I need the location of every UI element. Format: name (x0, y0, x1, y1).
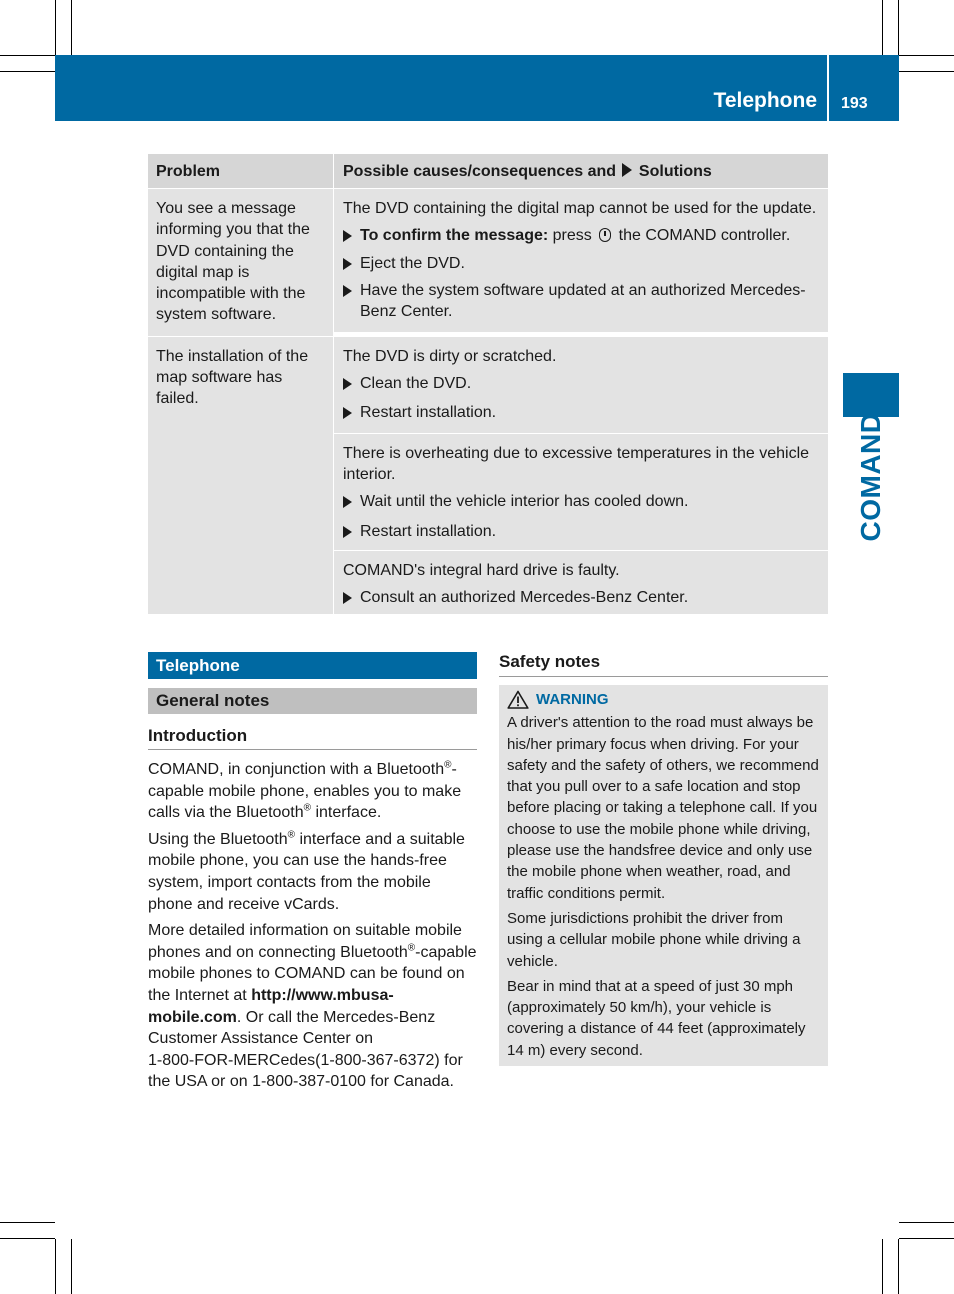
text: interface and a suitable mobile phone, you can use the hands-free system, import contacts from the mobile phone and receive vCards. (148, 830, 465, 913)
warning-triangle-icon (507, 690, 529, 709)
solution-step (343, 253, 822, 274)
header-causes-text: Possible causes/consequences and (343, 163, 617, 180)
triangle-icon (343, 258, 352, 270)
triangle-icon (622, 163, 632, 177)
side-tab-marker (843, 373, 899, 417)
solution-step (343, 491, 822, 512)
header-divider (827, 55, 829, 121)
triangle-icon (343, 378, 352, 390)
table-row (148, 188, 828, 336)
step-text: Have the system software updated at an authorized Mercedes-Benz Center. (360, 281, 806, 321)
cause-block (334, 433, 828, 550)
table-header (148, 154, 828, 188)
triangle-icon (343, 407, 352, 419)
controller-press-icon (599, 228, 611, 242)
triangle-icon (343, 230, 352, 242)
intro-paragraph (148, 829, 477, 915)
step-text: Clean the DVD. (360, 375, 472, 393)
text: -capable mobile phone, enables you to make calls via the Bluetooth (148, 761, 462, 822)
troubleshooting-table (148, 154, 828, 614)
header-section-title: Telephone (713, 89, 817, 112)
header-causes (333, 154, 828, 188)
warning-paragraph: Some jurisdictions prohibit the driver from using a cellular mobile phone while driving a vehicle. (507, 909, 801, 970)
causes-cell (333, 337, 828, 614)
cause-text: The DVD containing the digital map cannot be used for the update. (343, 200, 817, 217)
safety-notes-heading: Safety notes (499, 652, 828, 677)
solution-step (343, 280, 822, 323)
triangle-icon (343, 285, 352, 297)
registered-mark: ® (407, 942, 416, 954)
text: . Or call the Mercedes-Benz Customer Assistance Center on (148, 1008, 436, 1048)
page-number: 193 (841, 95, 868, 112)
registered-mark: ® (287, 829, 296, 841)
registered-mark: ® (444, 759, 452, 771)
step-text: Restart installation. (360, 522, 497, 540)
causes-cell (333, 189, 828, 336)
text: -capable mobile phones to COMAND can be found on the Internet at (148, 943, 477, 1004)
cause-text: There is overheating due to excessive temperatures in the vehicle interior. (343, 444, 810, 484)
header-solutions-text: Solutions (638, 163, 712, 180)
cause-text: The DVD is dirty or scratched. (343, 347, 557, 365)
introduction-body (148, 759, 477, 1098)
cause-block (334, 189, 828, 332)
side-tab-label: COMAND (855, 412, 886, 542)
introduction-heading: Introduction (148, 726, 477, 750)
step-text: Consult an authorized Mercedes-Benz Center. (360, 589, 689, 607)
solution-step (343, 587, 822, 608)
step-text: press (552, 227, 592, 245)
problem-cell: The installation of the map software has failed. (148, 337, 333, 614)
warning-header (507, 689, 821, 710)
website-link[interactable]: http://www.mbusa-mobile.com (148, 986, 394, 1026)
triangle-icon (343, 496, 352, 508)
triangle-icon (343, 592, 352, 604)
step-text: Restart installation. (360, 404, 497, 422)
step-text: Eject the DVD. (360, 254, 465, 272)
solution-step (343, 225, 822, 246)
cause-block (334, 550, 828, 614)
step-text: the COMAND controller. (618, 227, 791, 245)
text: Using the Bluetooth (148, 830, 288, 848)
text: interface. (311, 804, 382, 822)
text: 1-800-FOR-MERCedes(1-800-367-6372) for the USA or on 1-800-387-0100 for Canada. (148, 1051, 463, 1091)
section-bar-telephone: Telephone (148, 652, 477, 679)
warning-label: WARNING (536, 691, 609, 708)
step-bold: To confirm the message: (360, 227, 549, 245)
page-header (55, 55, 899, 121)
header-problem: Problem (156, 163, 221, 180)
cause-block (334, 337, 828, 433)
triangle-icon (343, 526, 352, 538)
table-row (148, 336, 828, 614)
warning-paragraph: Bear in mind that at a speed of just 30 mph (approximately 50 km/h), your vehicle is covering a distance of 44 feet (approximately 14 m) every second. (507, 977, 806, 1059)
text: More detailed information on suitable mobile phones and on connecting Bluetooth (148, 922, 462, 961)
intro-paragraph (148, 920, 477, 1093)
problem-cell: You see a message informing you that the DVD containing the digital map is incompatible with the system software. (148, 189, 333, 336)
solution-step (343, 521, 822, 542)
subsection-bar-general-notes: General notes (148, 688, 477, 714)
solution-step (343, 402, 822, 423)
warning-box (499, 685, 828, 1066)
warning-paragraph: A driver's attention to the road must always be his/her primary focus when driving. For your safety and the safety of others, we recommend that you pull over to a safe location and stop before placing or taking a telephone call. If you choose to use the mobile phone while driving, please use the handsfree device and only use the mobile phone when weather, road, and traffic conditions permit. (507, 714, 819, 902)
intro-paragraph (148, 759, 477, 824)
text: COMAND, in conjunction with a Bluetooth (148, 761, 445, 778)
cause-text: COMAND's integral hard drive is faulty. (343, 561, 620, 579)
solution-step (343, 373, 822, 394)
step-text: Wait until the vehicle interior has cooled down. (360, 493, 689, 511)
registered-mark: ® (303, 802, 312, 814)
